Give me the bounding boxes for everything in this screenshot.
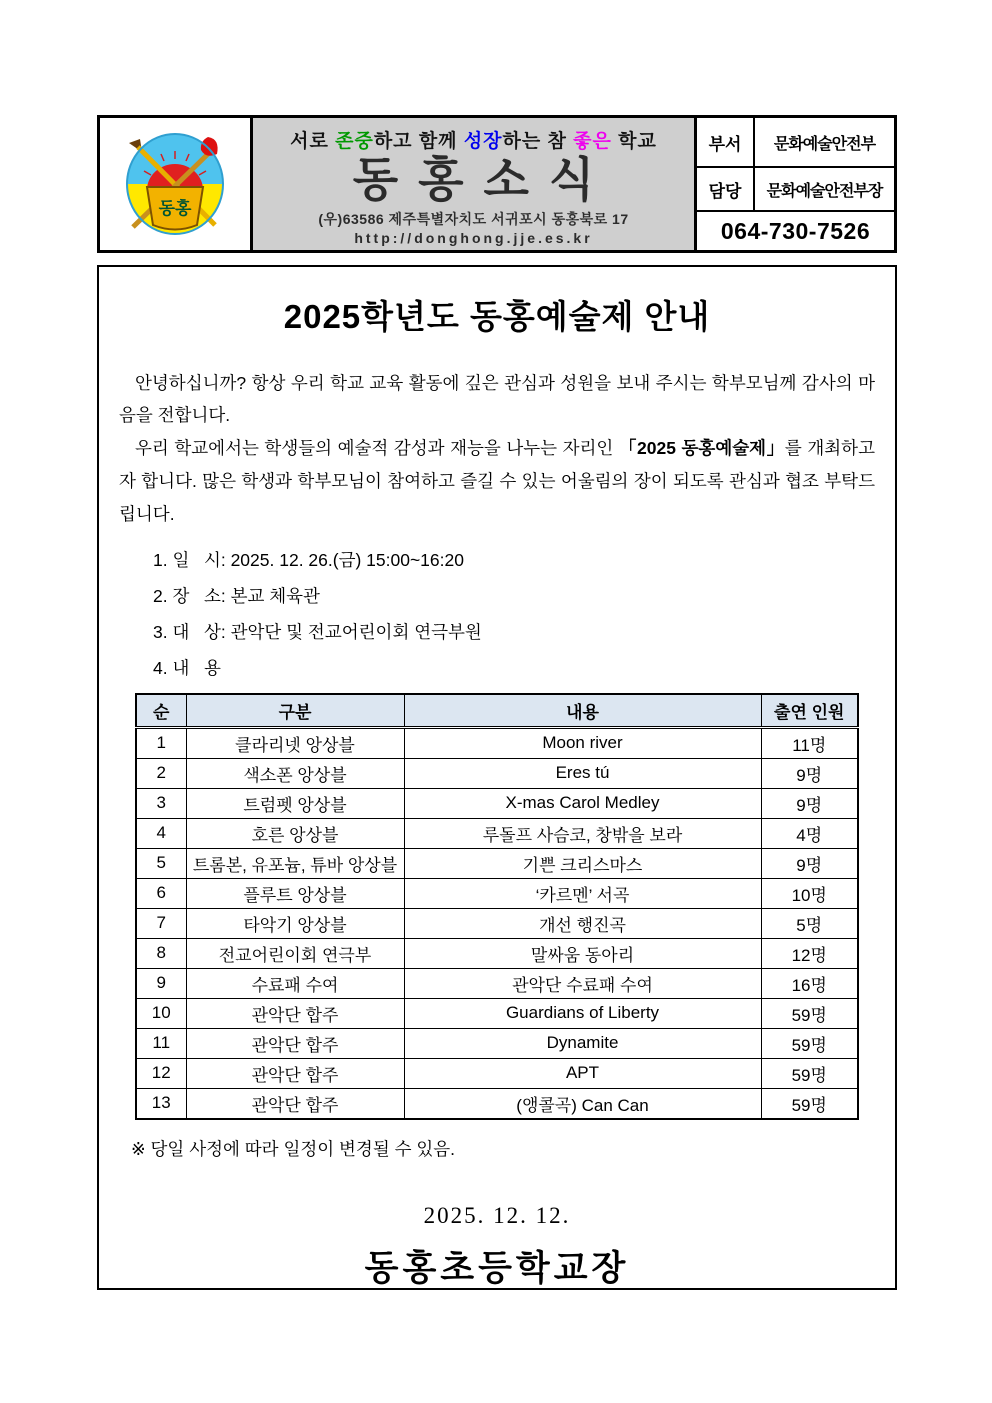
cell-category: 관악단 합주 <box>186 998 404 1028</box>
table-row <box>136 818 858 848</box>
table-row <box>136 1028 858 1058</box>
cell-category: 트롬본, 유포늄, 튜바 앙상블 <box>186 848 404 878</box>
notice-title: 2025학년도 동홍예술제 안내 <box>283 298 711 335</box>
manager-label: 담당 <box>697 168 755 210</box>
cell-no: 11 <box>136 1028 186 1058</box>
cell-content: Eres tú <box>404 758 761 788</box>
school-website-url: http://donghong.jje.es.kr <box>354 229 593 246</box>
phone-number: 064-730-7526 <box>720 217 871 244</box>
cell-category: 클라리넷 앙상블 <box>186 727 404 758</box>
col-header-category: 구분 <box>186 694 404 728</box>
cell-no: 4 <box>136 818 186 848</box>
cell-category: 호른 앙상블 <box>186 818 404 848</box>
cell-category: 색소폰 앙상블 <box>186 758 404 788</box>
cell-content: Moon river <box>404 727 761 758</box>
slogan-part: 서로 <box>290 131 336 152</box>
cell-content: 루돌프 사슴코, 창밖을 보라 <box>404 818 761 848</box>
cell-no: 7 <box>136 908 186 938</box>
table-row <box>136 1088 858 1119</box>
cell-category: 수료패 수여 <box>186 968 404 998</box>
cell-content: X-mas Carol Medley <box>404 788 761 818</box>
cell-count: 4명 <box>761 818 858 848</box>
school-logo-icon <box>111 127 239 241</box>
contact-info-table <box>694 118 894 250</box>
intro-text-before: 우리 학교에서는 학생들의 예술적 감성과 재능을 나누는 자리인 <box>135 438 619 459</box>
manager-row <box>697 168 894 212</box>
table-row <box>136 848 858 878</box>
slogan-part: 하고 함께 <box>373 131 464 152</box>
cell-no: 3 <box>136 788 186 818</box>
cell-content: 관악단 수료패 수여 <box>404 968 761 998</box>
intro-text-after: 를 개최하고자 합니다. 많은 학생과 학부모님이 참여하고 즐길 수 있는 어울림의 장이 되도록 관심과 협조 부탁드립니다. <box>119 438 875 525</box>
table-row <box>136 1058 858 1088</box>
cell-count: 11명 <box>761 727 858 758</box>
slogan-part: 학교 <box>611 131 657 152</box>
cell-count: 9명 <box>761 848 858 878</box>
list-item-target: 3. 대 상: 관악단 및 전교어린이회 연극부원 <box>153 621 482 642</box>
cell-count: 59명 <box>761 1058 858 1088</box>
letterhead-center <box>253 118 694 250</box>
cell-no: 2 <box>136 758 186 788</box>
list-item-datetime: 1. 일 시: 2025. 12. 26.(금) 15:00~16:20 <box>153 550 464 571</box>
cell-no: 5 <box>136 848 186 878</box>
department-label: 부서 <box>697 118 755 166</box>
event-name-emphasis: 「2025 동홍예술제」 <box>618 438 785 459</box>
cell-no: 1 <box>136 727 186 758</box>
cell-count: 59명 <box>761 1028 858 1058</box>
cell-content: APT <box>404 1058 761 1088</box>
newsletter-title: 동홍소식 <box>352 153 615 206</box>
cell-no: 6 <box>136 878 186 908</box>
table-row <box>136 968 858 998</box>
cell-no: 12 <box>136 1058 186 1088</box>
slogan-part-growth: 성장 <box>463 131 503 152</box>
cell-count: 59명 <box>761 1088 858 1119</box>
cell-category: 관악단 합주 <box>186 1088 404 1119</box>
col-header-count: 출연 인원 <box>761 694 858 728</box>
school-slogan <box>253 126 694 153</box>
cell-count: 10명 <box>761 878 858 908</box>
cell-content: ‘카르멘’ 서곡 <box>404 878 761 908</box>
cell-content: Dynamite <box>404 1028 761 1058</box>
table-row <box>136 908 858 938</box>
table-row <box>136 878 858 908</box>
cell-content: (앵콜곡) Can Can <box>404 1088 761 1119</box>
cell-no: 8 <box>136 938 186 968</box>
cell-category: 플루트 앙상블 <box>186 878 404 908</box>
greeting-paragraph: 안녕하십니까? 항상 우리 학교 교육 활동에 깊은 관심과 성원을 보내 주시는 학부모님께 감사의 마음을 전합니다. <box>119 372 875 426</box>
cell-category: 전교어린이회 연극부 <box>186 938 404 968</box>
greeting-text <box>119 367 875 531</box>
table-row <box>136 758 858 788</box>
cell-no: 9 <box>136 968 186 998</box>
cell-category: 관악단 합주 <box>186 1058 404 1088</box>
list-item-place: 2. 장 소: 본교 체육관 <box>153 585 320 606</box>
col-header-no: 순 <box>136 694 186 728</box>
issue-date: 2025. 12. 12. <box>423 1202 571 1228</box>
table-row <box>136 938 858 968</box>
col-header-content: 내용 <box>404 694 761 728</box>
slogan-part: 하는 참 <box>502 131 574 152</box>
cell-category: 타악기 앙상블 <box>186 908 404 938</box>
table-row <box>136 727 858 758</box>
list-item-contents: 4. 내 용 <box>153 657 221 678</box>
slogan-part-respect: 존중 <box>335 131 374 152</box>
cell-content: 개선 행진곡 <box>404 908 761 938</box>
department-value: 문화예술안전부 <box>773 135 876 153</box>
cell-count: 12명 <box>761 938 858 968</box>
manager-value: 문화예술안전부장 <box>766 182 883 200</box>
cell-content: 기쁜 크리스마스 <box>404 848 761 878</box>
table-header-row <box>136 694 858 728</box>
cell-count: 9명 <box>761 788 858 818</box>
schedule-table <box>135 693 859 1120</box>
notice-body <box>97 265 897 1290</box>
slogan-part-good: 좋은 <box>573 131 612 152</box>
logo-cell <box>100 118 253 250</box>
cell-count: 9명 <box>761 758 858 788</box>
logo-text: 동홍 <box>158 199 192 218</box>
cell-no: 10 <box>136 998 186 1028</box>
schedule-note: ※ 당일 사정에 따라 일정이 변경될 수 있음. <box>131 1138 456 1159</box>
letterhead <box>97 115 897 253</box>
table-row <box>136 788 858 818</box>
event-info-list <box>153 543 875 687</box>
cell-count: 59명 <box>761 998 858 1028</box>
school-address: (우)63586 제주특별자치도 서귀포시 동홍북로 17 <box>318 210 629 227</box>
cell-content: Guardians of Liberty <box>404 998 761 1028</box>
principal-signature: 동홍초등학교장 <box>364 1248 630 1288</box>
cell-content: 말싸움 동아리 <box>404 938 761 968</box>
intro-paragraph <box>119 432 875 531</box>
cell-no: 13 <box>136 1088 186 1119</box>
cell-category: 트럼펫 앙상블 <box>186 788 404 818</box>
cell-category: 관악단 합주 <box>186 1028 404 1058</box>
table-row <box>136 998 858 1028</box>
department-row <box>697 118 894 168</box>
cell-count: 16명 <box>761 968 858 998</box>
cell-count: 5명 <box>761 908 858 938</box>
